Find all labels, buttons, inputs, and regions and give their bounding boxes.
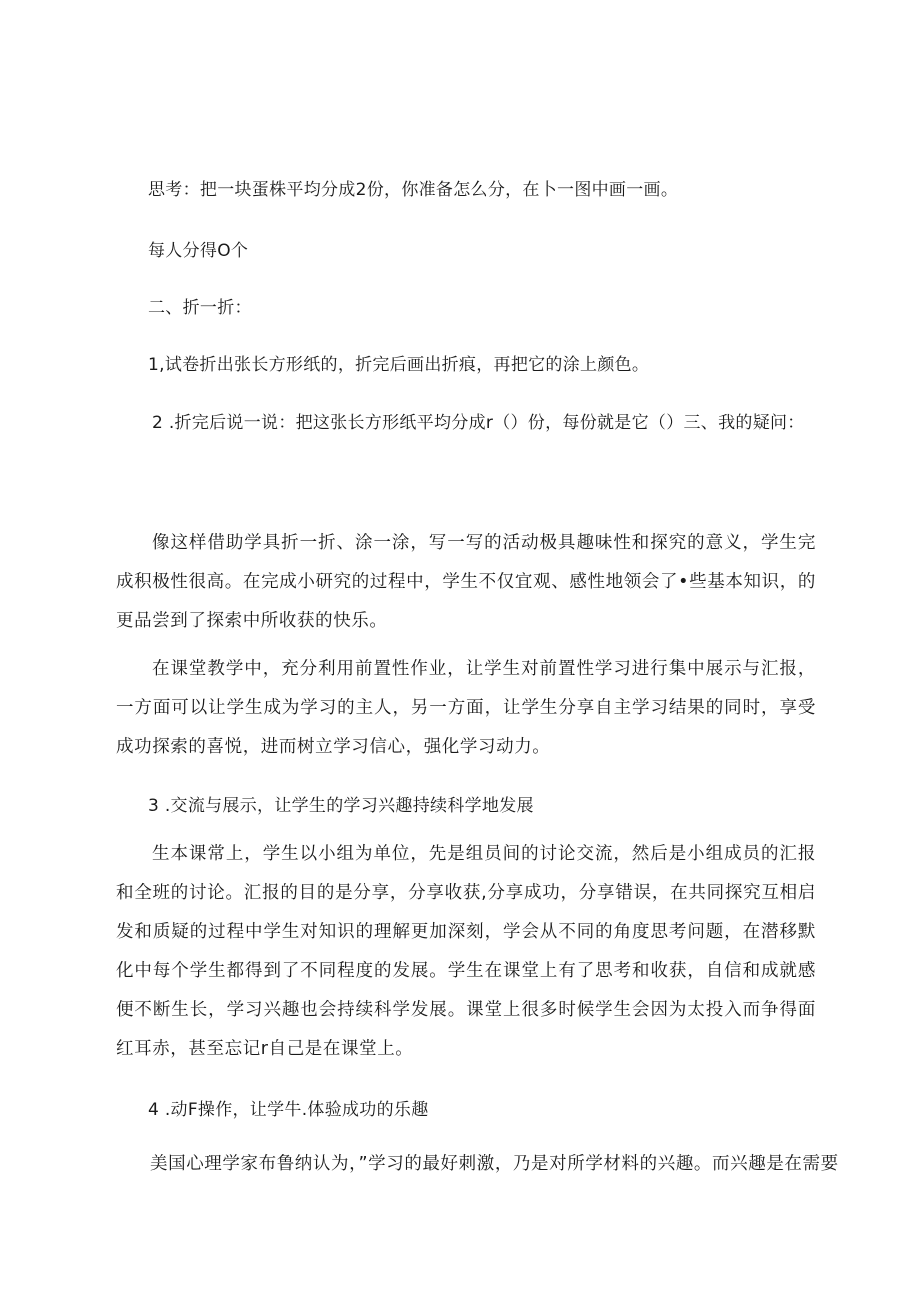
article-paragraph-2: 在课堂教学中，充分利用前置性作业，让学生对前置性学习进行集中展示与汇报，一方面可以让学生成为学习的主人，另一方面，让学生分享自主学习结果的同时，享受成功探索的喜悦，进而树立学习信心，强化学习动力。	[116, 659, 816, 757]
fold-item-1: 1,试卷折出张长方形纸的，折完后画出折痕，再把它的涂上颜色。	[148, 355, 650, 375]
fold-item-2: 2 .折完后说一说：把这张长方形纸平均分成r（）份，每份就是它（）三、我的疑问：	[152, 413, 805, 433]
article-paragraph-3: 生本课常上，学生以小组为单位，先是组员间的讨论交流，然后是小组成员的汇报和全班的讨论。汇报的目的是分享，分享收获,分享成功，分享错误，在共同探究互相启发和质疑的过程中学生对知识的理解更加深刻，学会从不同的角度思考问题，在潜移默化中每个学生都得到了不同程度的发展。学生在课堂上有了思考和收获，自信和成就感便不断生长，学习兴趣也会持续科学发展。课堂上很多时候学生会因为太投入而争得面红耳赤，甚至忘记r自己是在课堂上。	[116, 844, 816, 1059]
each-share-line: 每人分得O个	[148, 241, 249, 261]
section-heading-4: 4 .动F操作，让学牛.体验成功的乐趣	[148, 1100, 429, 1120]
section-heading-3: 3 .交流与展示，让学生的学习兴趣持续科学地发展	[148, 796, 534, 816]
article-paragraph-1: 像这样借助学具折一折、涂一涂，写一写的活动极具趣味性和探究的意义，学生完成积极性很高。在完成小研究的过程中，学生不仅宜观、感性地领会了•些基本知识，的更品尝到了探索中所收获的快乐。	[116, 533, 816, 631]
section-two-heading: 二、折一折：	[148, 298, 252, 318]
think-prompt: 思考：把一块蛋株平均分成2份，你准备怎么分，在卜一图中画一画。	[148, 180, 679, 200]
article-paragraph-4: 美国心理学家布鲁纳认为，”学习的最好刺激，乃是对所学材料的兴趣。而兴趣是在需要	[150, 1154, 839, 1174]
